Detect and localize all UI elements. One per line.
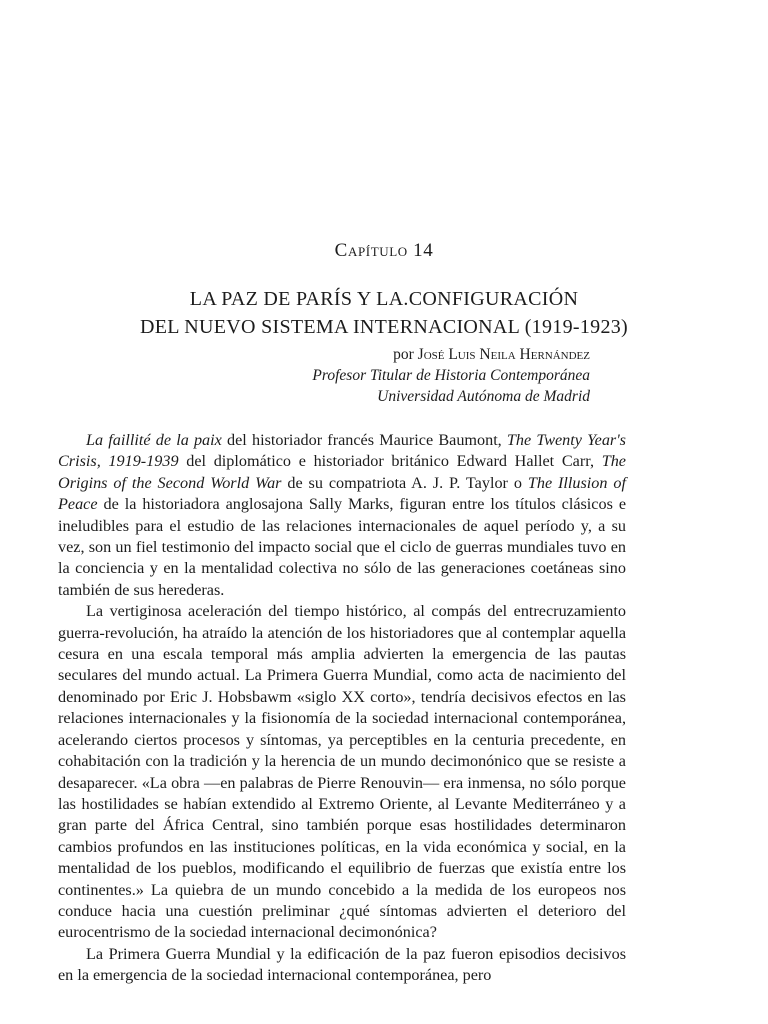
chapter-title-line-2: DEL NUEVO SISTEMA INTERNACIONAL (1919-1923) [139, 316, 629, 338]
chapter-title-line-1: LA PAZ DE PARÍS Y LA.CONFIGURACIÓN [189, 288, 579, 310]
author-position: Profesor Titular de Historia Contemporánea [312, 367, 590, 384]
paragraph-1-text-1: del historiador francés Maurice Baumont, [221, 431, 507, 449]
book-title-marks: The Illusion of Peace [58, 473, 626, 514]
author-block [312, 344, 590, 407]
book-title-carr: The Twenty Year's Crisis, 1919-1939 [58, 431, 626, 471]
paragraph-1-text-3: de su compatriota A. J. P. Taylor o [281, 473, 528, 492]
author-line [312, 344, 590, 365]
chapter-heading [0, 240, 768, 262]
paragraph-1-text-2: del diplomático e historiador británico Edward Hallet Carr, [178, 452, 602, 471]
paragraph-3: La Primera Guerra Mundial y la edificación de la paz fueron episodios decisivos en la emergencia de la sociedad internacional contemporánea, pero [58, 944, 626, 985]
paragraph-2: La vertiginosa aceleración del tiempo histórico, al compás del entrecruzamiento guerra-revolución, ha atraído la atención de los historiadores que al contemplar aquella cesura en una escala temporal más amplia advierten la emergencia de las pautas seculares del mundo actual. La Primera Guerra Mundial, como acta de nacimiento del denominado por Eric J. Hobsbawm «siglo XX corto», tendría decisivos efectos en las relaciones internacionales y la fisionomía de la sociedad internacional contemporánea, acelerando ciertos procesos y síntomas, ya perceptibles en la centuria precedente, en cohabitación con la tradición y la herencia de un mundo decimonónico que se resiste a desaparecer. «La obra —en palabras de Pierre Renouvin— era inmensa, no sólo porque las hostilidades se habían extendido al Extremo Oriente, al Levante Mediterráneo y a gran parte del África Central, sino también porque esas hostilidades determinaron cambios profundos en las instituciones políticas, en la vida económica y social, en la mentalidad de los pueblos, modificando el equilibrio de fuerzas que existía entre los continentes.» La quiebra de un mundo concebido a la medida de los europeos nos conduce hacia una cuestión preliminar ¿qué síntomas advierten el deterioro del eurocentrismo de la sociedad internacional decimonónica? [58, 602, 626, 942]
paragraph-1 [58, 430, 626, 601]
author-institution: Universidad Autónoma de Madrid [377, 388, 590, 405]
author-name: José Luis Neila Hernández [417, 346, 590, 363]
chapter-number: 14 [413, 240, 434, 261]
body-text [58, 430, 626, 987]
author-by: por [393, 346, 418, 363]
paragraph-1-text-4: de la historiadora anglosajona Sally Marks, figuran entre los títulos clásicos e ineludibles para el estudio de las relaciones internacionales de aquel período y, a su vez, son un fiel testimonio del impacto social que el ciclo de guerras mundiales tuvo en la conciencia y en la mentalidad colectiva no sólo de las generaciones coetáneas sino también de sus herederas. [58, 495, 626, 599]
chapter-word-rest: apítulo [347, 240, 408, 261]
book-title-taylor: The Origins of the Second World War [58, 452, 626, 492]
book-title-baumont: La faillité de la paix [86, 431, 222, 449]
chapter-word-initial: C [334, 240, 348, 261]
chapter-title [0, 285, 768, 341]
